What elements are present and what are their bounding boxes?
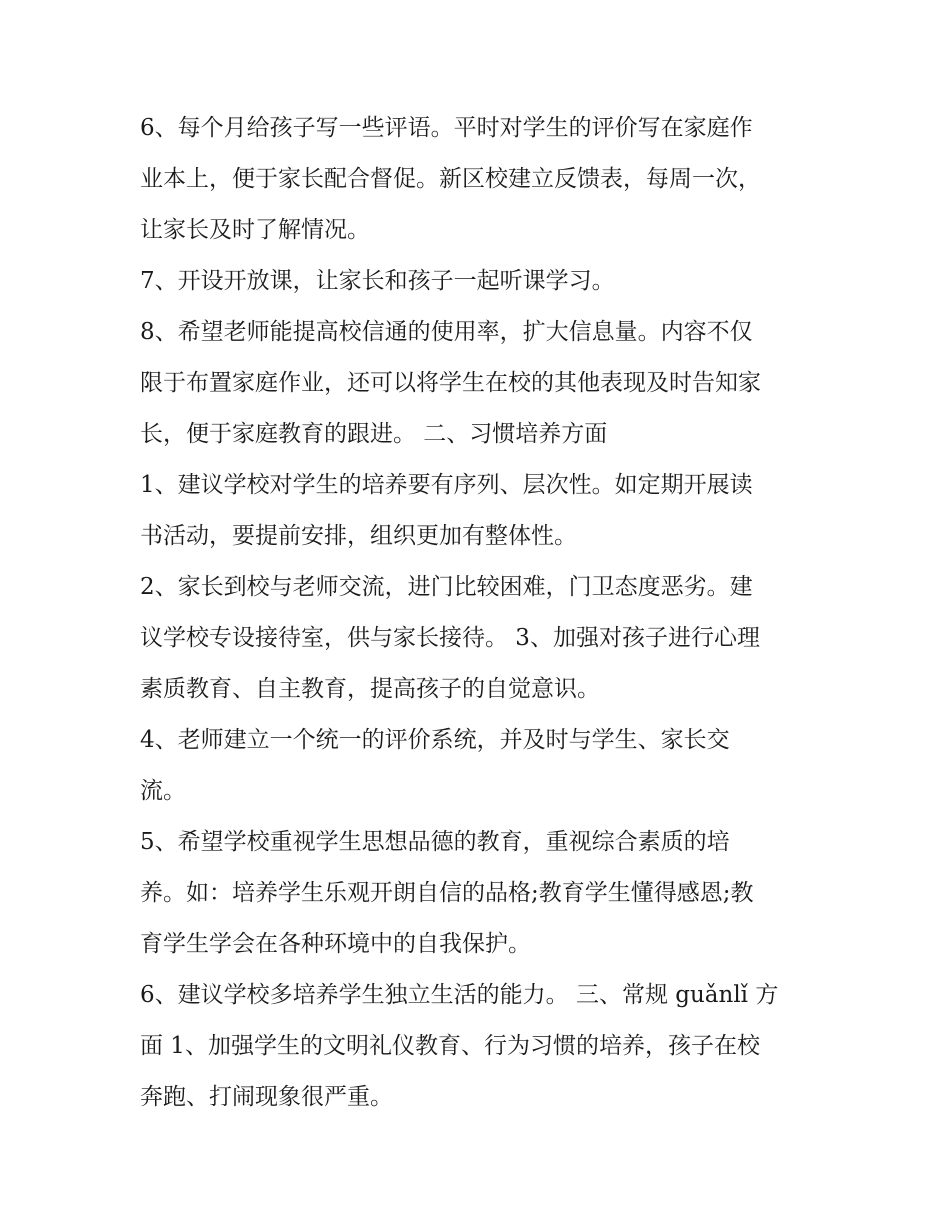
document-body (140, 103, 820, 1123)
text-line: 议学校专设接待室，供与家长接待。 3、加强对孩子进行心理 (140, 625, 760, 651)
text-line: 让家长及时了解情况。 (140, 217, 370, 243)
text-line: 6、每个月给孩子写一些评语。平时对学生的评价写在家庭作 (140, 115, 753, 141)
text-line: 限于布置家庭作业，还可以将学生在校的其他表现及时告知家 (140, 370, 761, 396)
text-line: 流。 (140, 778, 186, 804)
text-line: 奔跑、打闹现象很严重。 (140, 1084, 393, 1110)
text-line: 育学生学会在各种环境中的自我保护。 (140, 931, 531, 957)
text-line: 4、老师建立一个统一的评价系统，并及时与学生、家长交 (140, 727, 730, 753)
text-line: 长，便于家庭教育的跟进。 二、习惯培养方面 (140, 421, 608, 447)
text-line: 面 1、加强学生的文明礼仪教育、行为习惯的培养，孩子在校 (140, 1033, 760, 1059)
text-line: 书活动，要提前安排，组织更加有整体性。 (140, 523, 577, 549)
text-line: 业本上，便于家长配合督促。新区校建立反馈表，每周一次， (140, 166, 761, 192)
text-line: 7、开设开放课，让家长和孩子一起听课学习。 (140, 268, 615, 294)
text-line: 素质教育、自主教育，提高孩子的自觉意识。 (140, 676, 600, 702)
text-line: 1、建议学校对学生的培养要有序列、层次性。如定期开展读 (140, 472, 753, 498)
text-line: 养。如：培养学生乐观开朗自信的品格;教育学生懂得感恩;教 (140, 880, 754, 906)
text-line: 5、希望学校重视学生思想品德的教育，重视综合素质的培 (140, 829, 730, 855)
text-line: 8、希望老师能提高校信通的使用率，扩大信息量。内容不仅 (140, 319, 753, 345)
text-line: 2、家长到校与老师交流，进门比较困难，门卫态度恶劣。建 (140, 574, 753, 600)
text-line: 6、建议学校多培养学生独立生活的能力。 三、常规 guǎnlǐ 方 (140, 982, 779, 1008)
